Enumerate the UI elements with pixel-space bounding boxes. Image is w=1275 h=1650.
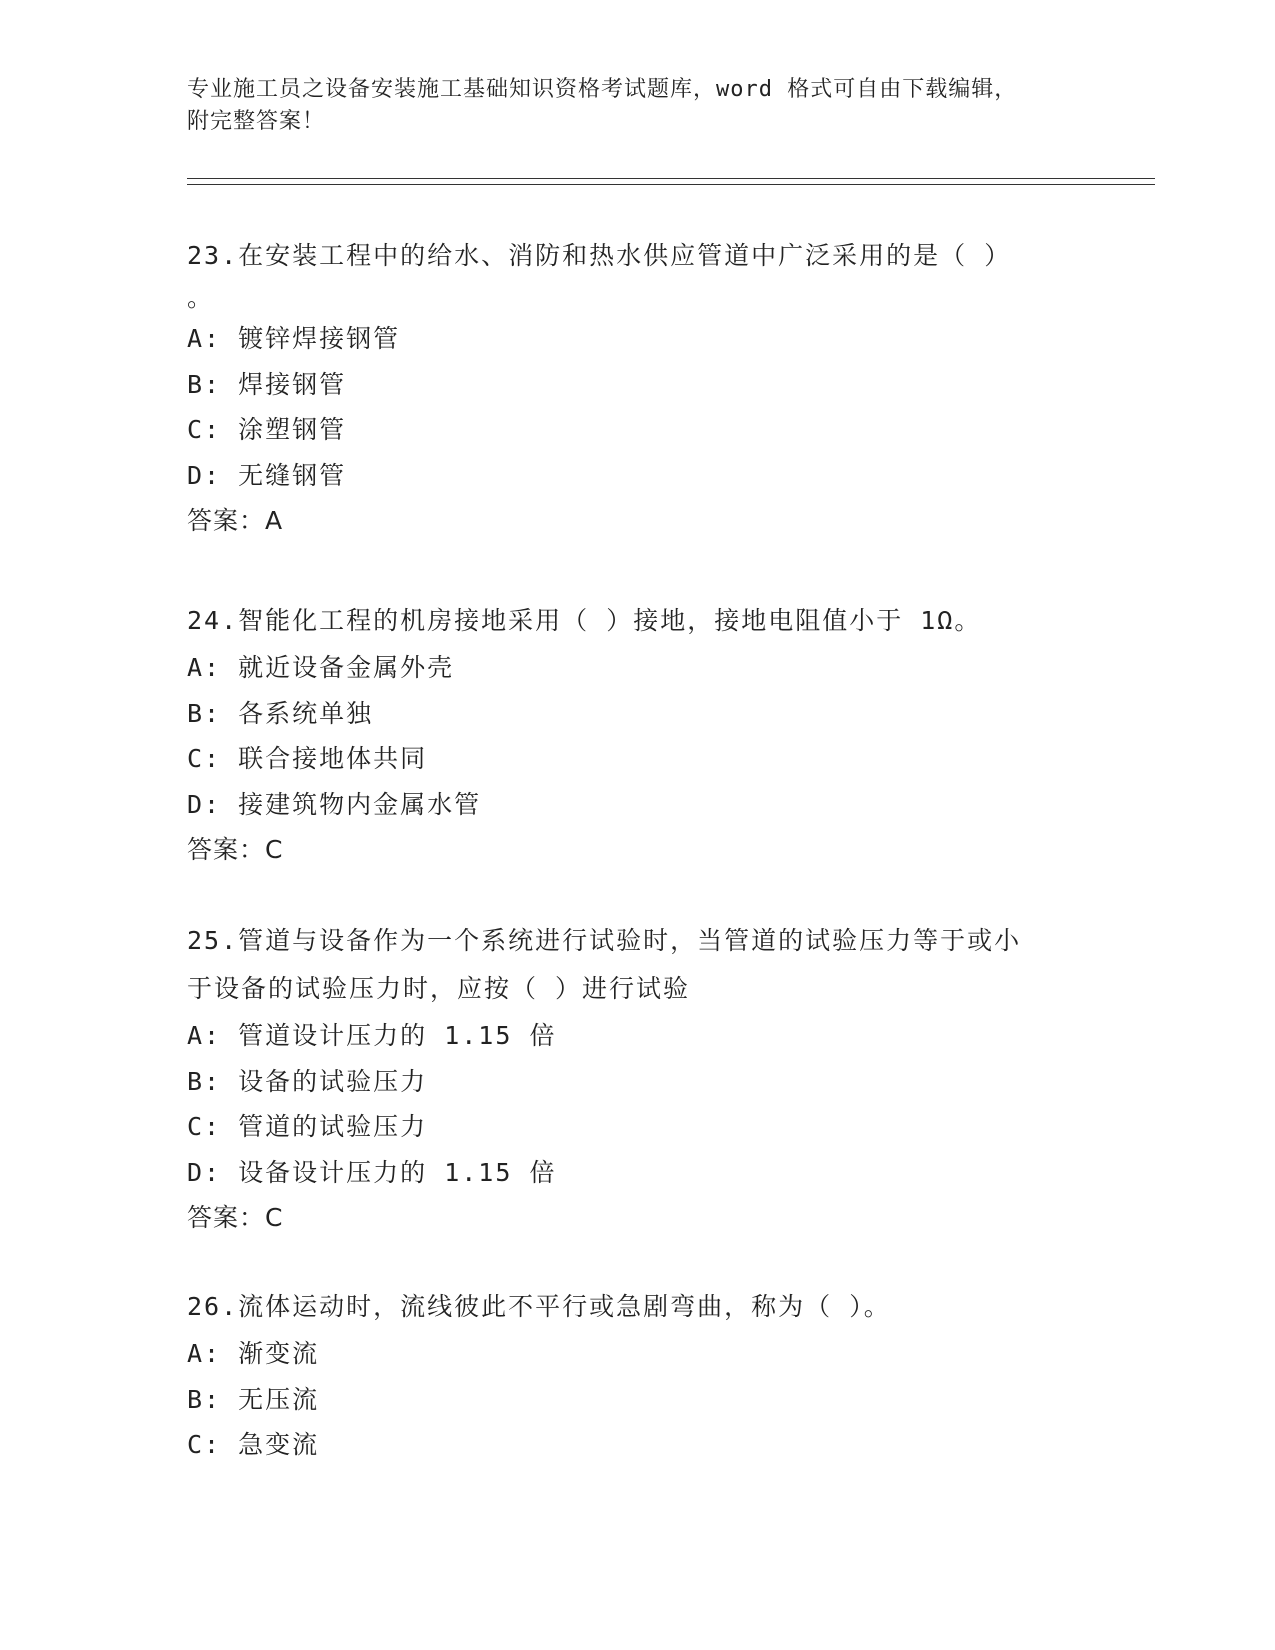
question-stem: 24.智能化工程的机房接地采用（ ）接地，接地电阻值小于 1Ω。 [187,606,982,635]
question-stem: 23.在安装工程中的给水、消防和热水供应管道中广泛采用的是（ ） [187,241,1012,270]
header-divider-top [187,178,1155,179]
option-b: B: 各系统单独 [187,698,374,728]
option-b: B: 无压流 [187,1384,320,1414]
question-stem-continuation: 。 [187,283,215,312]
option-c: C: 管道的试验压力 [187,1112,428,1142]
option-c: C: 涂塑钢管 [187,415,347,445]
header-line-2: 附完整答案！ [187,109,326,134]
option-b: B: 焊接钢管 [187,369,347,399]
answer-label: 答案：C [187,835,284,865]
option-a: A: 管道设计压力的 1.15 倍 [187,1021,557,1050]
option-a: A: 就近设备金属外壳 [187,653,455,682]
option-c: C: 急变流 [187,1430,320,1460]
question-24 [187,597,1087,873]
option-a: A: 渐变流 [187,1339,320,1368]
header-line-1: 专业施工员之设备安装施工基础知识资格考试题库，word 格式可自由下载编辑， [187,77,1018,102]
option-a: A: 镀锌焊接钢管 [187,324,401,353]
document-header [187,74,1087,138]
question-26 [187,1283,1087,1468]
option-d: D: 无缝钢管 [187,460,347,490]
answer-label: 答案：C [187,1203,284,1233]
question-23 [187,232,1087,544]
option-b: B: 设备的试验压力 [187,1066,428,1096]
answer-label: 答案：A [187,506,284,536]
option-d: D: 接建筑物内金属水管 [187,789,482,819]
question-stem: 26.流体运动时，流线彼此不平行或急剧弯曲，称为（ ）。 [187,1292,891,1321]
option-c: C: 联合接地体共同 [187,744,428,774]
question-stem-continuation: 于设备的试验压力时，应按（ ）进行试验 [187,974,691,1003]
question-25 [187,917,1087,1241]
header-divider-bottom [187,184,1155,185]
option-d: D: 设备设计压力的 1.15 倍 [187,1157,557,1187]
question-stem: 25.管道与设备作为一个系统进行试验时，当管道的试验压力等于或小 [187,926,1022,955]
